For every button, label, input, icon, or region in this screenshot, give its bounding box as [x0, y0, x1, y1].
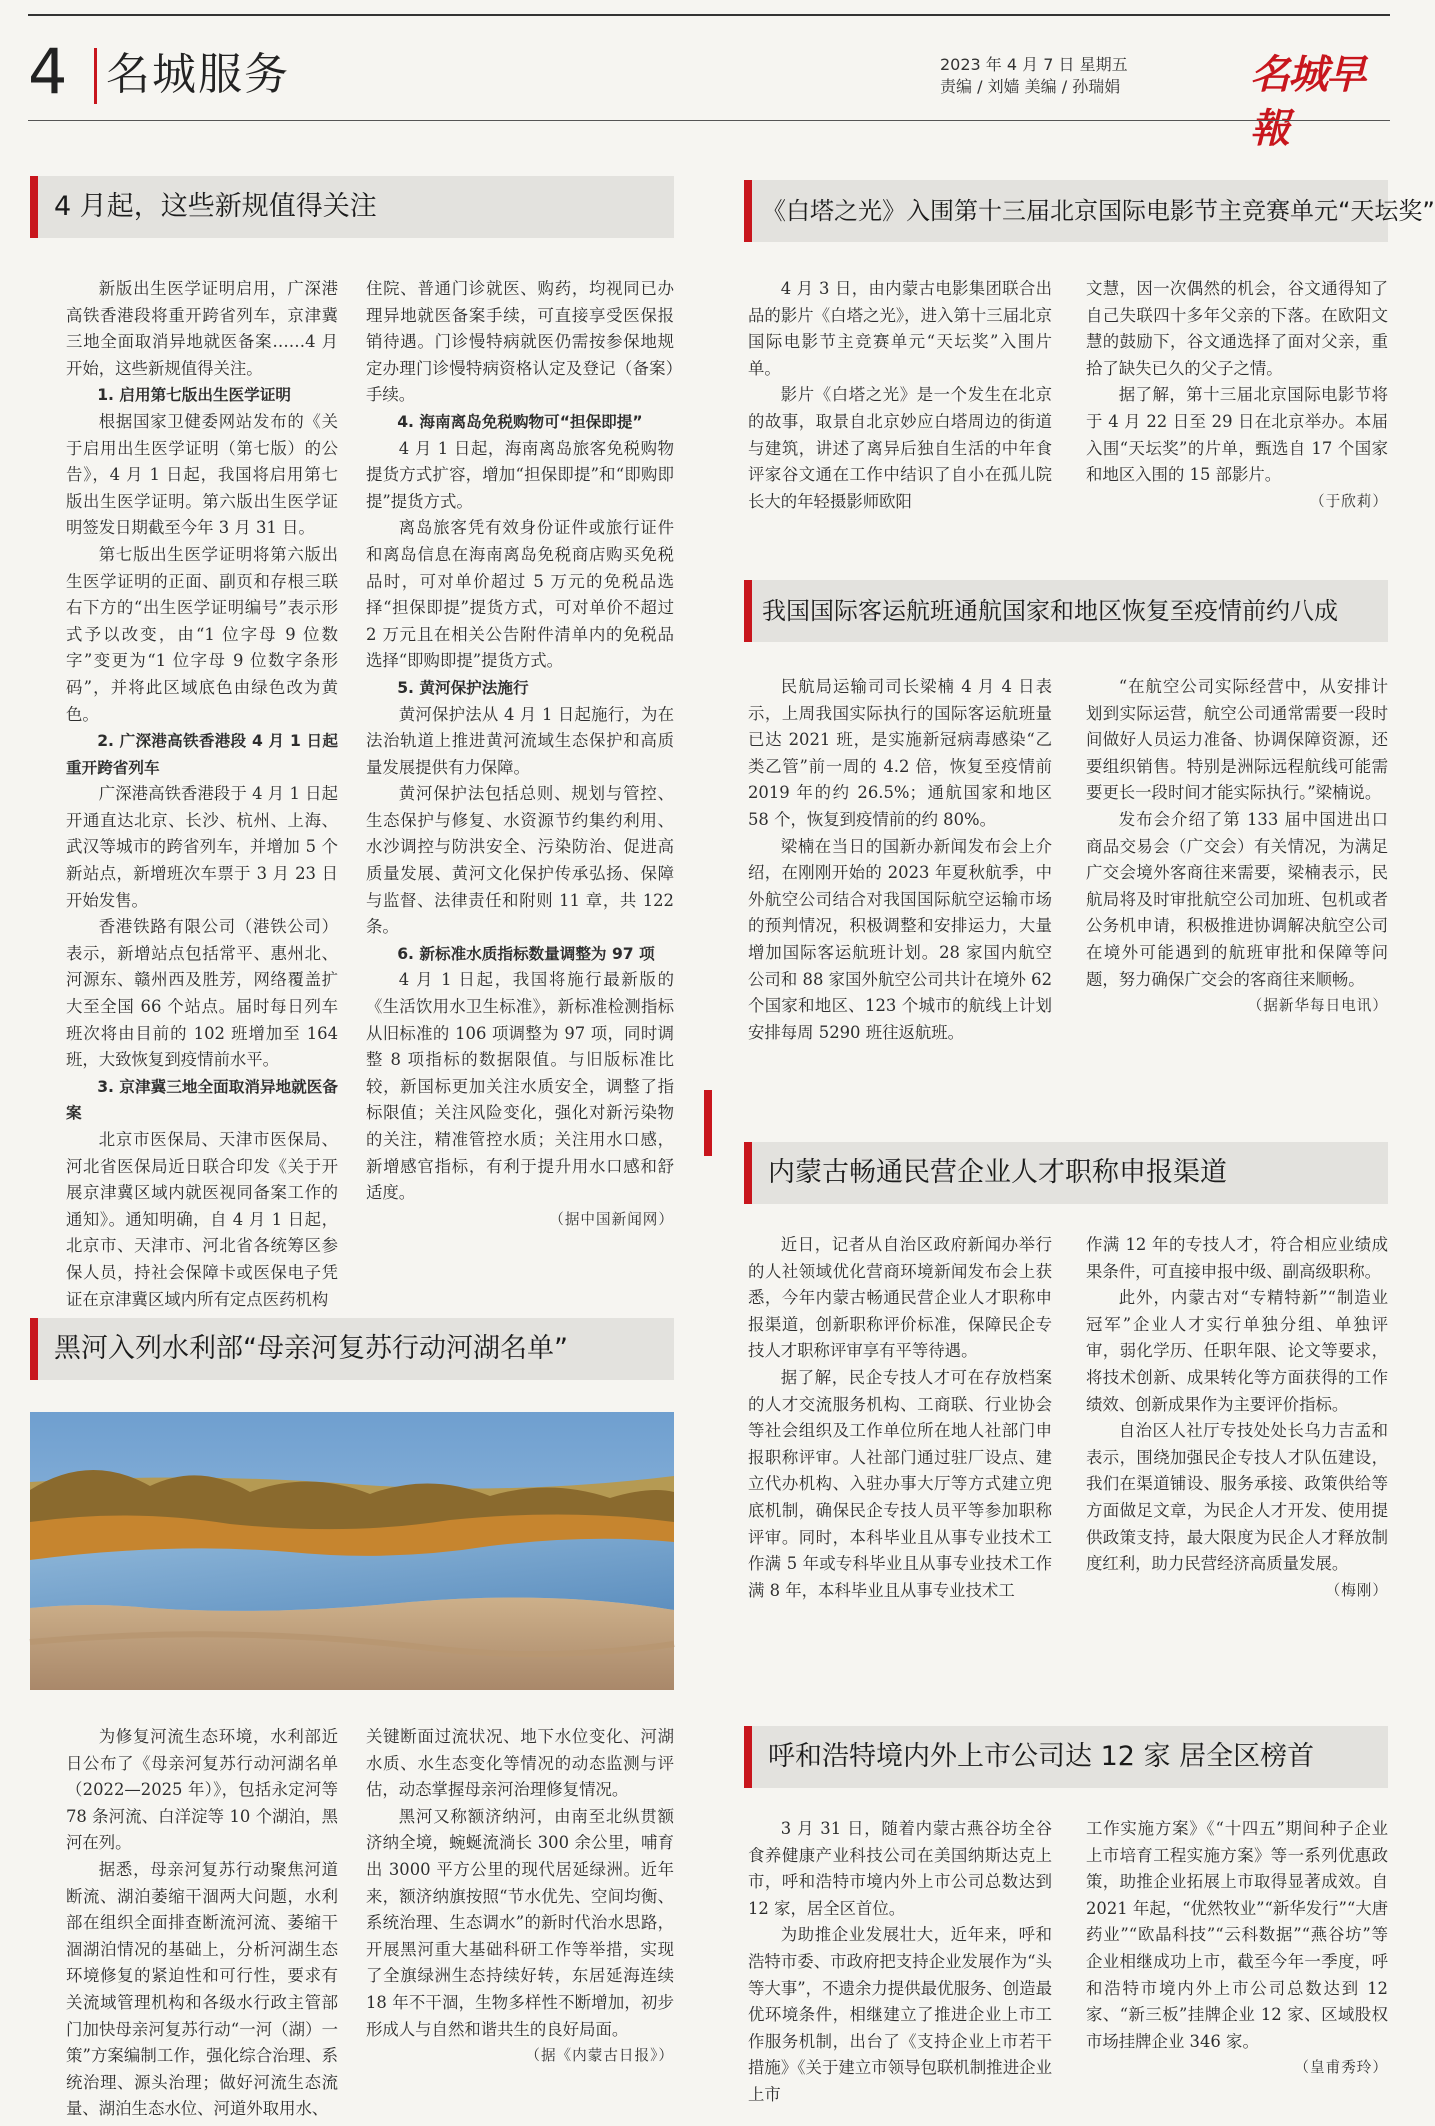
article-headline-flights — [744, 580, 1388, 642]
dateline — [940, 54, 1240, 98]
paragraph: “在航空公司实际经营中，从安排计划到实际运营，航空公司通常需要一段时间做好人员运力准备、协调保障资源，还要组织销售。特别是洲际远程航线可能需要更长一段时间才能实际执行。”梁楠说。 — [1086, 677, 1388, 803]
section-title: 名城服务 — [106, 49, 290, 100]
paragraph: 自治区人社厅专技处处长乌力吉孟和表示，围绕加强民企专技人才队伍建设，我们在渠道铺设、服务承接、政策供给等方面做足文章，为民企人才开发、使用提供政策支持，最大限度为民企人才释放制度红利，助力民营经济高质量发展。 — [1086, 1421, 1388, 1574]
paragraph: 黄河保护法包括总则、规划与管控、生态保护与修复、水资源节约集约利用、水沙调控与防洪安全、污染防治、促进高质量发展、黄河文化保护传承弘扬、保障与监督、法律责任和附则 11 章，共 122 条。 — [366, 784, 674, 937]
article-headline-new-rules — [30, 176, 674, 238]
article-source: （梅刚） — [1325, 1581, 1388, 1599]
subheading: 3. 京津冀三地全面取消异地就医备案 — [66, 1077, 338, 1123]
article-column — [748, 674, 1052, 1074]
paragraph: 3 月 31 日，随着内蒙古燕谷坊全谷食养健康产业科技公司在美国纳斯达克上市，呼和浩特市境内外上市公司总数达到 12 家，居全区首位。 — [748, 1819, 1052, 1918]
article-column — [66, 276, 338, 1309]
article-column — [748, 1232, 1052, 1652]
paragraph: 新版出生医学证明启用，广深港高铁香港段将重开跨省列车，京津冀三地全面取消异地就医备案……4 月开始，这些新规值得关注。 — [66, 279, 338, 378]
paragraph: 为助推企业发展壮大，近年来，呼和浩特市委、市政府把支持企业发展作为“头等大事”，不遗余力提供最优服务、创造最优环境条件，相继建立了推进企业上市工作服务机制，出台了《支持企业上市若干措施》《关于建立市领导包联机制推进企业上市 — [748, 1925, 1052, 2104]
headline-text: 内蒙古畅通民营企业人才职称申报渠道 — [768, 1157, 1227, 1188]
headline-text: 我国国际客运航班通航国家和地区恢复至疫情前约八成 — [762, 597, 1338, 625]
masthead — [28, 28, 1390, 152]
header-rule — [28, 120, 1390, 121]
article-column — [1086, 1232, 1388, 1652]
article-source: （皇甫秀玲） — [1294, 2059, 1388, 2077]
article-headline-listed-companies — [744, 1726, 1388, 1788]
issue-date: 2023 年 4 月 7 日 星期五 — [940, 55, 1128, 74]
paragraph: 黑河又称额济纳河，由南至北纵贯额济纳全境，蜿蜒流淌长 300 余公里，哺育出 3000 平方公里的现代居延绿洲。近年来，额济纳旗按照“节水优先、空间均衡、系统治理、生态调水”的新时代治水思路，开展黑河重大基础科研工作等举措，实现了全旗绿洲生态持续好转，东居延海连续 18 年不干涸，生物多样性不断增加，初步形成人与自然和谐共生的良好局面。 — [366, 1806, 674, 2039]
subheading: 4. 海南离岛免税购物可“担保即提” — [397, 412, 643, 431]
headline-accent-bar — [744, 1142, 752, 1204]
headline-accent-bar — [744, 180, 752, 242]
headline-text: 呼和浩特境内外上市公司达 12 家 居全区榜首 — [768, 1741, 1315, 1772]
article-column — [748, 1816, 1052, 2116]
article-column — [1086, 1816, 1388, 2116]
article-column — [66, 1724, 338, 2119]
top-rule — [28, 14, 1390, 16]
article-column — [366, 1724, 674, 2114]
paragraph: 近日，记者从自治区政府新闻办举行的人社领域优化营商环境新闻发布会上获悉，今年内蒙古畅通民营企业人才职称申报渠道，创新职称评价标准，保障民企专技人才职称评审享有平等待遇。 — [748, 1235, 1052, 1361]
paragraph: 关键断面过流状况、地下水位变化、河湖水质、水生态变化等情况的动态监测与评估，动态掌握母亲河治理修复情况。 — [366, 1727, 674, 1800]
subheading: 5. 黄河保护法施行 — [397, 678, 529, 697]
paragraph: 4 月 1 日起，我国将施行最新版的《生活饮用水卫生标准》，新标准检测指标从旧标准的 106 项调整为 97 项，同时调整 8 项指标的数据限值。与旧版标准比较，新国标更加关注水质安全，调整了指标限值；关注风险变化，强化对新污染物的关注，精准管控水质；关注用水口感，新增感官指标，有利于提升用水口感和舒适度。 — [366, 970, 674, 1203]
paragraph: 文慧，因一次偶然的机会，谷文通得知了自己失联四十多年父亲的下落。在欧阳文慧的鼓励下，谷文通选择了面对父亲，重拾了缺失已久的父子之情。 — [1086, 279, 1388, 378]
article-column — [366, 276, 674, 1266]
paragraph: 住院、普通门诊就医、购药，均视同已办理异地就医备案手续，可直接享受医保报销待遇。门诊慢特病就医仍需按参保地规定办理门诊慢特病资格认定及登记（备案）手续。 — [366, 279, 674, 405]
headline-accent-bar — [744, 580, 752, 642]
headline-accent-bar — [744, 1726, 752, 1788]
paragraph: 据了解，民企专技人才可在存放档案的人才交流服务机构、工商联、行业协会等社会组织及工作单位所在地人社部门申报职称评审。人社部门通过驻厂设点、建立代办机构、入驻办事大厅等方式建立兜底机制，确保民企专技人员平等参加职称评审。同时，本科毕业且从事专业技术工作满 5 年或专科毕业且从事专业技术工作满 8 年，本科毕业且从事专业技术工 — [748, 1367, 1052, 1600]
article-headline-white-tower — [744, 180, 1435, 242]
paragraph: 作满 12 年的专技人才，符合相应业绩成果条件，可直接申报中级、副高级职称。 — [1086, 1235, 1388, 1281]
headline-text: 黑河入列水利部“母亲河复苏行动河湖名单” — [54, 1333, 568, 1364]
paragraph: 梁楠在当日的国新办新闻发布会上介绍，在刚刚开始的 2023 年夏秋航季，中外航空公司结合对我国国际航空运输市场的预判情况，积极调整和安排运力，大量增加国际客运航班计划。28 家国内航空公司和 88 家国外航空公司共计在境外 62 个国家和地区、123 个城市的航线上计划安排每周 5290 班往返航班。 — [748, 836, 1052, 1042]
paragraph: 香港铁路有限公司（港铁公司）表示，新增站点包括常平、惠州北、河源东、赣州西及胜芳，网络覆盖扩大至全国 66 个站点。届时每日列车班次将由目前的 102 班增加至 164 班，大致恢复到疫情前水平。 — [66, 917, 338, 1070]
section-divider — [94, 48, 97, 104]
article-headline-talent — [744, 1142, 1388, 1204]
river-landscape-image — [30, 1412, 674, 1690]
paragraph: 民航局运输司司长梁楠 4 月 4 日表示，上周我国实际执行的国际客运航班量已达 2021 班，是实施新冠病毒感染“乙类乙管”前一周的 4.2 倍，恢复至疫情前 2019 年的约 26.5%；通航国家和地区 58 个，恢复到疫情前的约 80%。 — [748, 677, 1052, 829]
article-source: （据《内蒙古日报》） — [525, 2047, 674, 2065]
page-number: 4 — [28, 35, 68, 108]
article-source: （据中国新闻网） — [549, 1210, 674, 1228]
article-column — [748, 276, 1052, 526]
paragraph: 据了解，第十三届北京国际电影节将于 4 月 22 日至 29 日在北京举办。本届入围“天坛奖”的片单，甄选自 17 个国家和地区入围的 15 部影片。 — [1086, 385, 1388, 485]
subheading: 2. 广深港高铁香港段 4 月 1 日起重开跨省列车 — [66, 732, 338, 777]
subheading: 6. 新标准水质指标数量调整为 97 项 — [397, 944, 655, 963]
paragraph: 北京市医保局、天津市医保局、河北省医保局近日联合印发《关于开展京津冀区域内就医视同备案工作的通知》。通知明确，自 4 月 1 日起，北京市、天津市、河北省各统筹区参保人员，持社会保障卡或医保电子凭证在京津冀区域内所有定点医药机构 — [66, 1130, 338, 1309]
paragraph: 工作实施方案》《“十四五”期间种子企业上市培育工程实施方案》等一系列优惠政策，助推企业拓展上市取得显著成效。自 2021 年起，“优然牧业”“新华发行”“大唐药业”“欧晶科技”“云科数据”“燕谷坊”等企业相继成功上市，截至今年一季度，呼和浩特市境内外上市公司总数达到 12 家、“新三板”挂牌企业 12 家、区域股权市场挂牌企业 346 家。 — [1086, 1819, 1388, 2051]
paragraph: 第七版出生医学证明将第六版出生医学证明的正面、副页和存根三联右下方的“出生医学证明编号”表示形式予以改变，由“1 位字母 9 位数字”变更为“1 位字母 9 位数字条形码”，并将此区域底色由绿色改为黄色。 — [66, 544, 338, 724]
paragraph: 黄河保护法从 4 月 1 日起施行，为在法治轨道上推进黄河流域生态保护和高质量发展提供有力保障。 — [366, 704, 674, 777]
article-column — [1086, 276, 1388, 526]
paragraph: 此外，内蒙古对“专精特新”“制造业冠军”企业人才实行单独分组、单独评审，弱化学历、任职年限、论文等要求，将技术创新、成果转化等方面获得的工作绩效、创新成果作为主要评价指标。 — [1086, 1288, 1388, 1414]
article-headline-heihe — [30, 1318, 674, 1380]
paragraph: 4 月 3 日，由内蒙古电影集团联合出品的影片《白塔之光》，进入第十三届北京国际电影节主竞赛单元“天坛奖”入围片单。 — [748, 279, 1052, 378]
subheading: 1. 启用第七版出生医学证明 — [97, 386, 291, 405]
heihe-river-photo — [30, 1412, 674, 1690]
column-accent-mark — [704, 1090, 712, 1156]
headline-accent-bar — [30, 176, 38, 238]
article-column — [1086, 674, 1388, 1074]
paragraph: 为修复河流生态环境，水利部近日公布了《母亲河复苏行动河湖名单（2022—2025 年）》，包括永定河等 78 条河流、白洋淀等 10 个湖泊，黑河在列。 — [66, 1727, 338, 1853]
newspaper-logo: 名城早報 — [1250, 51, 1364, 152]
article-source: （据新华每日电讯） — [1247, 997, 1388, 1015]
paragraph: 4 月 1 日起，海南离岛旅客免税购物提货方式扩容，增加“担保即提”和“即购即提”提货方式。 — [366, 438, 674, 511]
paragraph: 据悉，母亲河复苏行动聚焦河道断流、湖泊萎缩干涸两大问题，水利部在组织全面排查断流河流、萎缩干涸湖泊情况的基础上，分析河湖生态环境修复的紧迫性和可行性，要求有关流域管理机构和各级水行政主管部门加快母亲河复苏行动“一河（湖）一策”方案编制工作，强化综合治理、系统治理、源头治理；做好河流生态流量、湖泊生态水位、河道外取用水、 — [66, 1859, 338, 2119]
headline-text: 4 月起，这些新规值得关注 — [54, 191, 377, 222]
paragraph: 影片《白塔之光》是一个发生在北京的故事，取景自北京妙应白塔周边的街道与建筑，讲述了离异后独自生活的中年食评家谷文通在工作中结识了自小在孤儿院长大的年轻摄影师欧阳 — [748, 385, 1052, 511]
paragraph: 离岛旅客凭有效身份证件或旅行证件和离岛信息在海南离岛免税商店购买免税品时，可对单价超过 5 万元的免税品选择“担保即提”提货方式，可对单价不超过 2 万元且在相关公告附件清单内的免税品选择“即购即提”提货方式。 — [366, 518, 674, 671]
paragraph: 根据国家卫健委网站发布的《关于启用出生医学证明（第七版）的公告》，4 月 1 日起，我国将启用第七版出生医学证明。第六版出生医学证明签发日期截至今年 3 月 31 日。 — [66, 411, 338, 538]
article-source: （于欣莉） — [1310, 492, 1388, 510]
headline-accent-bar — [30, 1318, 38, 1380]
editor-credits: 责编 / 刘嫱 美编 / 孙瑞娟 — [940, 77, 1121, 96]
paragraph: 广深港高铁香港段于 4 月 1 日起开通直达北京、长沙、杭州、上海、武汉等城市的跨省列车，并增加 5 个新站点，新增班次车票于 3 月 23 日开始发售。 — [66, 784, 338, 910]
headline-text: 《白塔之光》入围第十三届北京国际电影节主竞赛单元“天坛奖” — [762, 197, 1435, 225]
paragraph: 发布会介绍了第 133 届中国进出口商品交易会（广交会）有关情况，为满足广交会境外客商往来需要，梁楠表示，民航局将及时审批航空公司加班、包机或者公务机申请，积极推进协调解决航空公司在境外可能遇到的航班审批和保障等问题，努力确保广交会的客商往来顺畅。 — [1086, 809, 1388, 989]
